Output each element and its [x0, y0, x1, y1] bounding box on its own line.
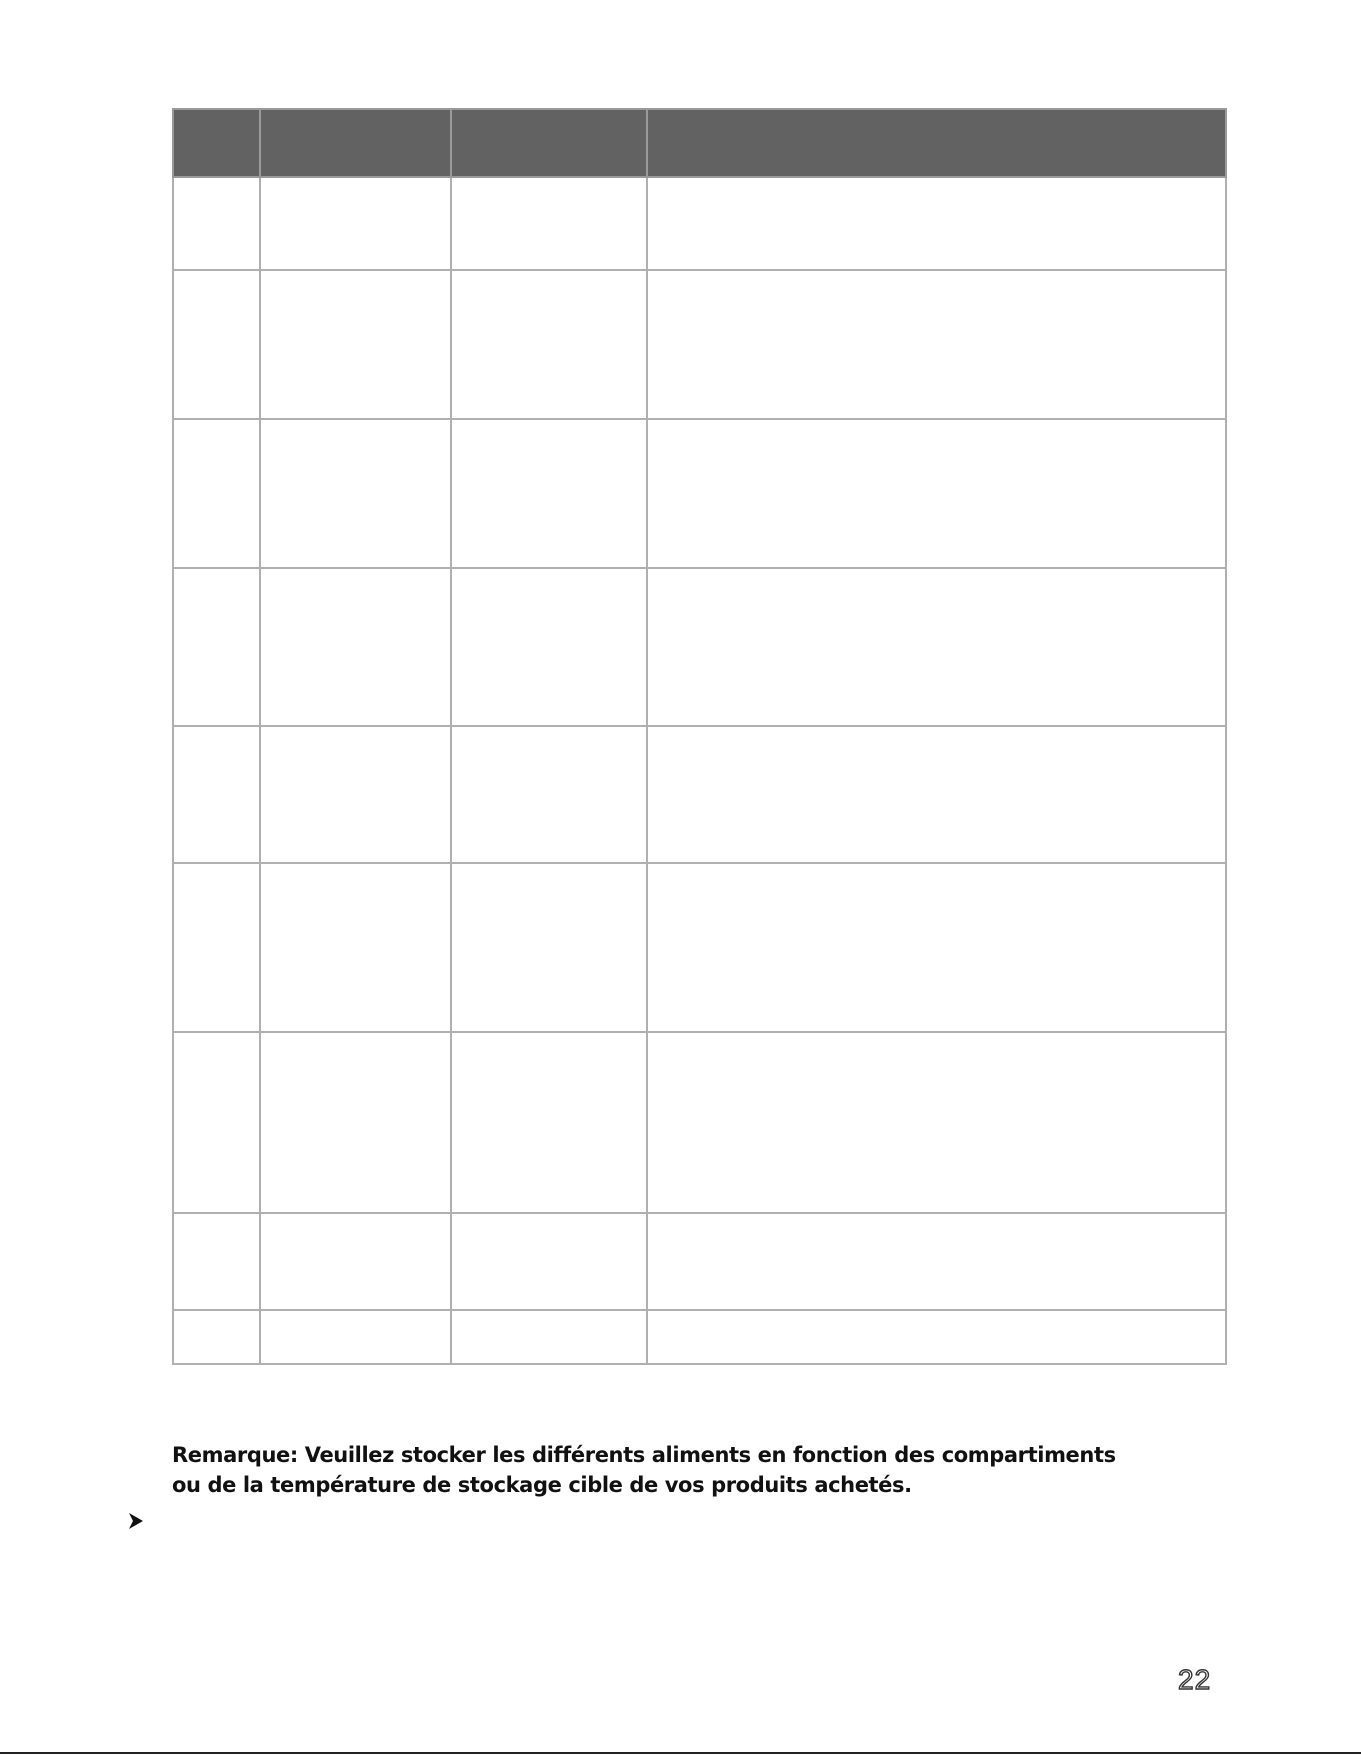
table-cell	[260, 419, 451, 568]
table-cell	[173, 726, 260, 863]
table-cell	[647, 419, 1226, 568]
table-cell	[451, 1213, 647, 1310]
table-cell	[647, 1310, 1226, 1364]
table-cell	[260, 177, 451, 270]
table-cell	[647, 1032, 1226, 1213]
table-cell	[647, 568, 1226, 726]
header-cell	[173, 109, 260, 177]
table-row	[173, 270, 1226, 419]
table-cell	[260, 568, 451, 726]
storage-table	[172, 108, 1227, 1365]
table-row	[173, 177, 1226, 270]
table-cell	[173, 1213, 260, 1310]
table-header-row	[173, 109, 1226, 177]
arrowhead-bullet-icon	[129, 1513, 143, 1529]
table-cell	[451, 177, 647, 270]
table-cell	[647, 1213, 1226, 1310]
note-line: Remarque: Veuillez stocker les différents aliments en fonction des compartiments	[172, 1443, 1116, 1467]
table-row	[173, 568, 1226, 726]
table-cell	[173, 1032, 260, 1213]
table-cell	[173, 568, 260, 726]
table-cell	[451, 419, 647, 568]
table-cell	[260, 863, 451, 1032]
table-cell	[173, 270, 260, 419]
table-cell	[647, 863, 1226, 1032]
table-cell	[647, 177, 1226, 270]
table-cell	[647, 726, 1226, 863]
table-cell	[260, 1213, 451, 1310]
table-cell	[260, 1310, 451, 1364]
header-cell	[260, 109, 451, 177]
table-cell	[260, 270, 451, 419]
table-cell	[451, 1310, 647, 1364]
table-cell	[451, 568, 647, 726]
table-cell	[173, 1310, 260, 1364]
table-row	[173, 1032, 1226, 1213]
table-row	[173, 1213, 1226, 1310]
header-cell	[451, 109, 647, 177]
note-line: ou de la température de stockage cible de vos produits achetés.	[172, 1473, 912, 1497]
storage-note	[172, 1440, 1172, 1500]
table-cell	[173, 863, 260, 1032]
table-row	[173, 419, 1226, 568]
table-cell	[451, 863, 647, 1032]
page-bottom-divider	[0, 1752, 1361, 1754]
table-cell	[647, 270, 1226, 419]
page-number: 22	[1178, 1664, 1212, 1695]
table-row	[173, 1310, 1226, 1364]
table-row	[173, 863, 1226, 1032]
table-cell	[260, 1032, 451, 1213]
header-cell	[647, 109, 1226, 177]
table-cell	[451, 1032, 647, 1213]
table-cell	[173, 177, 260, 270]
table-cell	[451, 270, 647, 419]
table-cell	[451, 726, 647, 863]
table-cell	[260, 726, 451, 863]
table-row	[173, 726, 1226, 863]
table-cell	[173, 419, 260, 568]
